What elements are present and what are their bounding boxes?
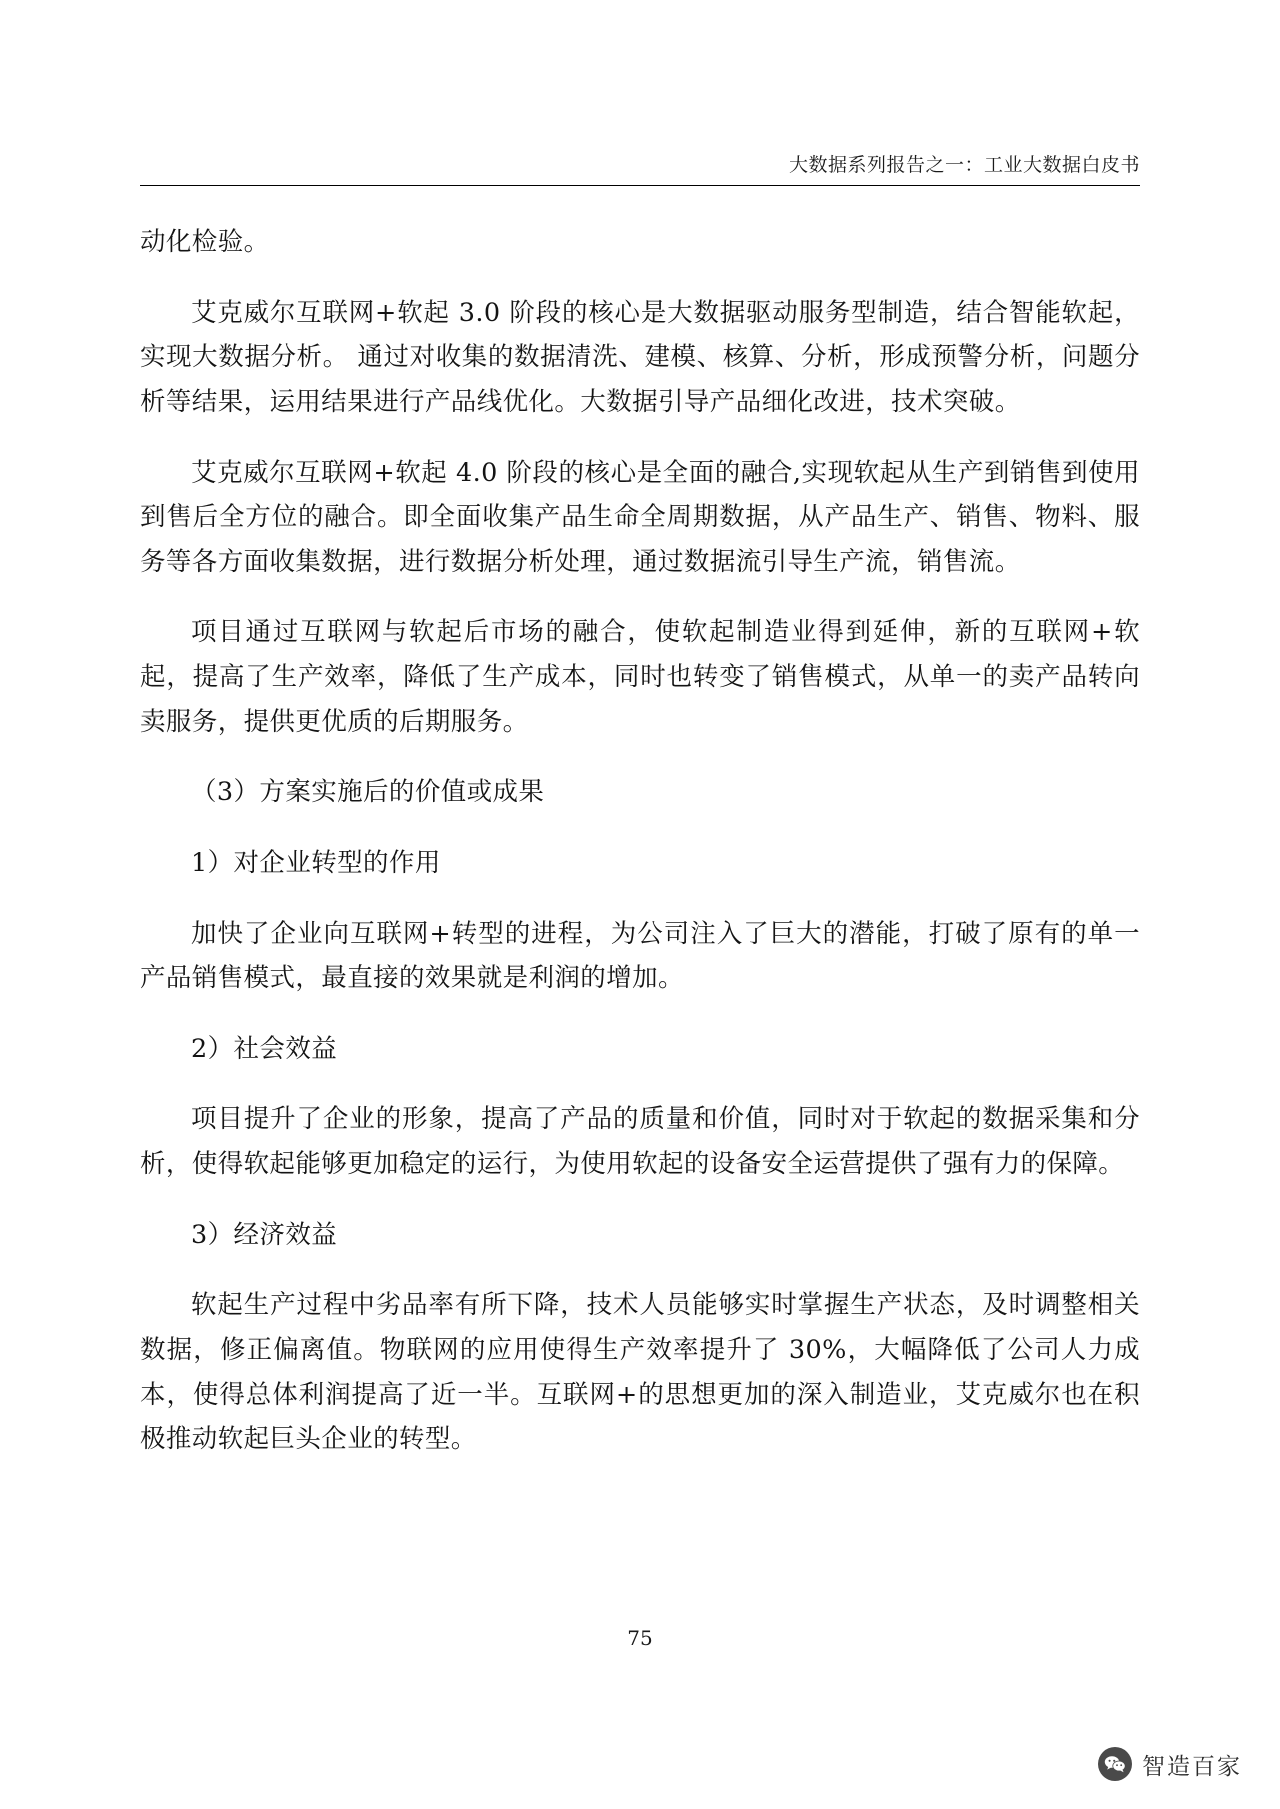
section-heading: （3）方案实施后的价值或成果 xyxy=(191,777,545,808)
paragraph: 项目提升了企业的形象，提高了产品的质量和价值，同时对于软起的数据采集和分析，使得软起能够更加稳定的运行，为使用软起的设备安全运营提供了强有力的保障。 xyxy=(140,1104,1140,1179)
subsection-heading: 1）对企业转型的作用 xyxy=(191,847,441,878)
paragraph: 艾克威尔互联网+软起 3.0 阶段的核心是大数据驱动服务型制造，结合智能软起，实现大数据分析。 通过对收集的数据清洗、建模、核算、分析，形成预警分析，问题分析等结果，运用结果进行产品线优化。大数据引导产品细化改进，技术突破。 xyxy=(140,297,1140,417)
watermark-text: 智造百家 xyxy=(1142,1753,1242,1780)
subsection-heading: 3）经济效益 xyxy=(191,1219,338,1250)
paragraph: 软起生产过程中劣品率有所下降，技术人员能够实时掌握生产状态，及时调整相关数据，修正偏离值。物联网的应用使得生产效率提升了 30%，大幅降低了公司人力成本，使得总体利润提高了近一半。互联网+的思想更加的深入制造业，艾克威尔也在积极推动软起巨头企业的转型。 xyxy=(140,1290,1140,1455)
page-number: 75 xyxy=(627,1626,653,1650)
watermark xyxy=(1088,1741,1252,1787)
subsection-heading: 2）社会效益 xyxy=(191,1033,338,1064)
paragraph: 加快了企业向互联网+转型的进程，为公司注入了巨大的潜能，打破了原有的单一产品销售模式，最直接的效果就是利润的增加。 xyxy=(140,918,1140,994)
document-body xyxy=(140,220,1140,1462)
paragraph: 项目通过互联网与软起后市场的融合，使软起制造业得到延伸，新的互联网+软起，提高了生产效率，降低了生产成本，同时也转变了销售模式，从单一的卖产品转向卖服务，提供更优质的后期服务。 xyxy=(140,617,1140,737)
page-content xyxy=(140,150,1140,1488)
paragraph: 艾克威尔互联网+软起 4.0 阶段的核心是全面的融合,实现软起从生产到销售到使用到售后全方位的融合。即全面收集产品生命全周期数据，从产品生产、销售、物料、服务等各方面收集数据，进行数据分析处理，通过数据流引导生产流，销售流。 xyxy=(140,457,1140,577)
page-header: 大数据系列报告之一：工业大数据白皮书 xyxy=(140,150,1140,186)
wechat-icon xyxy=(1098,1747,1132,1781)
paragraph: 动化检验。 xyxy=(140,227,270,257)
